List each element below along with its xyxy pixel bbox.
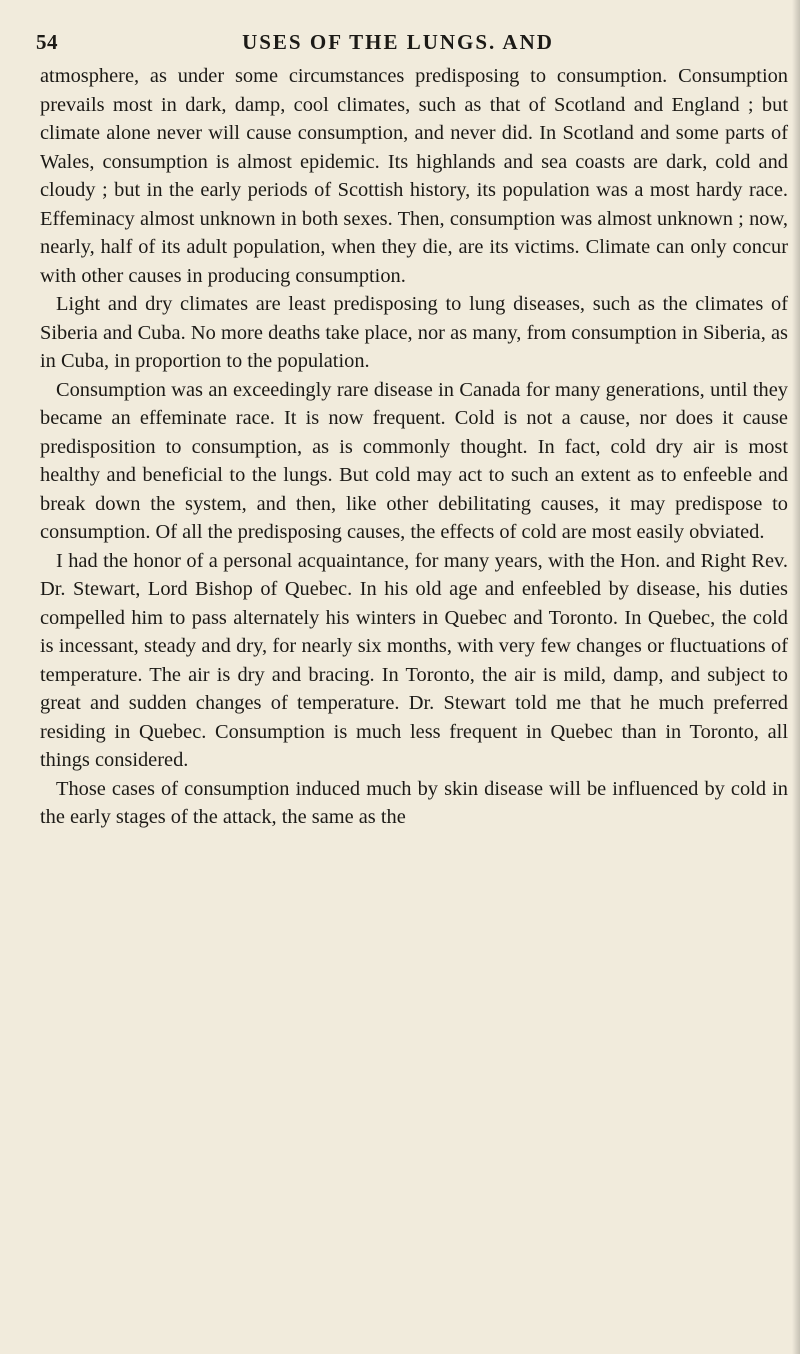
body-text — [40, 62, 788, 832]
running-head: USES OF THE LUNGS. AND — [242, 30, 554, 54]
paragraph: I had the honor of a personal acquaintance, for many years, with the Hon. and Right Rev. Dr. Stewart, Lord Bishop of Quebec. In his old age and enfeebled by disease, his duties compelled him to pass alternately his winters in Quebec and Toronto. In Quebec, the cold is incessant, steady and dry, for nearly six months, with very few changes or fluctuations of temperature. The air is dry and bracing. In Toronto, the air is mild, damp, and subject to great and sudden changes of temperature. Dr. Stewart told me that he much preferred residing in Quebec. Consumption is much less frequent in Quebec than in Toronto, all things considered. — [40, 549, 788, 771]
paragraph: atmosphere, as under some circumstances predisposing to consumption. Consumption prevails most in dark, damp, cool climates, such as that of Scotland and England ; but climate alone never will cause consumption, and never did. In Scotland and some parts of Wales, consumption is almost epidemic. Its highlands and sea coasts are dark, cold and cloudy ; but in the early periods of Scottish history, its population was a most hardy race. Effeminacy almost unknown in both sexes. Then, consumption was almost unknown ; now, nearly, half of its adult population, when they die, are its victims. Climate can only concur with other causes in producing consumption. — [40, 65, 788, 287]
paragraph: Light and dry climates are least predisposing to lung diseases, such as the climates of Siberia and Cuba. No more deaths take place, nor as many, from consumption in Siberia, as in Cuba, in proportion to the population. — [40, 293, 788, 372]
page-header — [36, 30, 760, 64]
paragraph: Those cases of consumption induced much by skin disease will be influenced by cold in the early stages of the attack, the same as the — [40, 777, 788, 828]
page-number: 54 — [36, 30, 58, 54]
paragraph: Consumption was an exceedingly rare disease in Canada for many generations, until they became an effeminate race. It is now frequent. Cold is not a cause, nor does it cause predisposition to consumption, as is commonly thought. In fact, cold dry air is most healthy and beneficial to the lungs. But cold may act to such an extent as to enfeeble and break down the system, and then, like other debilitating causes, it may predispose to consumption. Of all the predisposing causes, the effects of cold are most easily obviated. — [40, 378, 788, 543]
page-edge-shadow — [792, 0, 800, 1354]
